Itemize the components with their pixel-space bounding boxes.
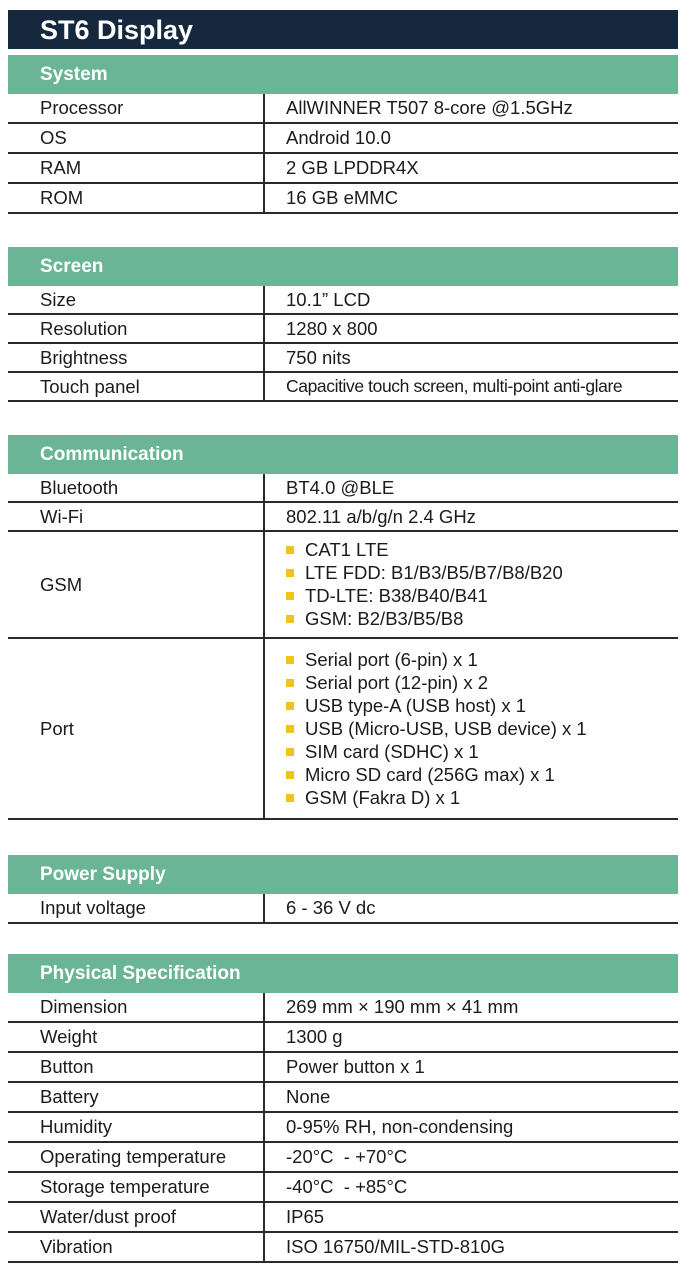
section-power-supply (8, 855, 678, 924)
list-item-text: Serial port (6-pin) x 1 (305, 648, 478, 670)
spec-row-input-voltage (8, 894, 678, 924)
spec-label: OS (8, 124, 265, 152)
spec-row-gsm (8, 532, 678, 639)
spec-label: Input voltage (8, 894, 265, 922)
spec-label: Bluetooth (8, 474, 265, 501)
spec-value: AllWINNER T507 8-core @1.5GHz (286, 97, 573, 118)
spec-label: Port (8, 639, 265, 818)
spec-row-port (8, 639, 678, 820)
list-item-text: SIM card (SDHC) x 1 (305, 740, 479, 762)
bullet-icon (286, 615, 294, 623)
spec-row-button (8, 1053, 678, 1083)
spec-label: Weight (8, 1023, 265, 1051)
spec-row-dimension (8, 993, 678, 1023)
spec-row-wifi (8, 503, 678, 532)
spec-value: BT4.0 @BLE (286, 476, 395, 498)
spec-value: -40°C - +85°C (286, 1176, 408, 1197)
spec-label: Storage temperature (8, 1173, 265, 1201)
spec-value: Android 10.0 (286, 127, 391, 148)
section-screen (8, 247, 678, 402)
spec-label: Size (8, 286, 265, 313)
spec-label: GSM (8, 532, 265, 637)
spec-label: Wi-Fi (8, 503, 265, 530)
section-heading: Communication (8, 435, 678, 474)
list-item (286, 717, 587, 740)
spec-row-bluetooth (8, 474, 678, 503)
spec-row-weight (8, 1023, 678, 1053)
list-item (286, 562, 563, 585)
list-item (286, 608, 563, 631)
spec-row-touch-panel (8, 373, 678, 402)
spec-value: 1280 x 800 (286, 317, 378, 339)
gsm-band-list (286, 539, 563, 631)
spec-label: Dimension (8, 993, 265, 1021)
list-item (286, 585, 563, 608)
bullet-icon (286, 748, 294, 756)
spec-value: 2 GB LPDDR4X (286, 157, 419, 178)
section-heading: Physical Specification (8, 954, 678, 993)
port-list (286, 648, 587, 809)
bullet-icon (286, 592, 294, 600)
spec-value: IP65 (286, 1206, 325, 1227)
spec-label: Button (8, 1053, 265, 1081)
list-item-text: CAT1 LTE (305, 539, 389, 560)
list-item (286, 539, 563, 562)
spec-label: Operating temperature (8, 1143, 265, 1171)
list-item (286, 648, 587, 671)
spec-value: None (286, 1086, 331, 1107)
list-item-text: TD-LTE: B38/B40/B41 (305, 585, 488, 606)
spec-value: -20°C - +70°C (286, 1146, 408, 1167)
spec-value: 802.11 a/b/g/n 2.4 GHz (286, 505, 476, 527)
bullet-icon (286, 794, 294, 802)
section-physical-specification (8, 954, 678, 1263)
spec-label: Touch panel (8, 373, 265, 400)
spec-label: Processor (8, 94, 265, 122)
spec-label: Water/dust proof (8, 1203, 265, 1231)
spec-value: 750 nits (286, 346, 351, 368)
spec-value: ISO 16750/MIL-STD-810G (286, 1236, 506, 1257)
bullet-icon (286, 702, 294, 710)
list-item-text: GSM: B2/B3/B5/B8 (305, 608, 464, 629)
list-item-text: GSM (Fakra D) x 1 (305, 786, 461, 808)
spec-label: Humidity (8, 1113, 265, 1141)
list-item (286, 671, 587, 694)
list-item (286, 786, 587, 809)
spec-row-processor (8, 94, 678, 124)
list-item-text: USB (Micro-USB, USB device) x 1 (305, 717, 587, 739)
spec-label: Resolution (8, 315, 265, 342)
spec-row-rom (8, 184, 678, 214)
page-title: ST6 Display (8, 10, 678, 49)
section-communication (8, 435, 678, 820)
list-item-text: Micro SD card (256G max) x 1 (305, 763, 555, 785)
bullet-icon (286, 546, 294, 554)
bullet-icon (286, 725, 294, 733)
spec-label: Battery (8, 1083, 265, 1111)
spec-label: Brightness (8, 344, 265, 371)
spec-row-operating-temperature (8, 1143, 678, 1173)
spec-value: 10.1” LCD (286, 288, 371, 310)
section-system (8, 55, 678, 214)
spec-row-battery (8, 1083, 678, 1113)
spec-row-storage-temperature (8, 1173, 678, 1203)
spec-row-os (8, 124, 678, 154)
bullet-icon (286, 679, 294, 687)
list-item (286, 694, 587, 717)
spec-row-size (8, 286, 678, 315)
spec-value: 1300 g (286, 1026, 343, 1047)
list-item (286, 763, 587, 786)
spec-row-brightness (8, 344, 678, 373)
bullet-icon (286, 569, 294, 577)
spec-value (265, 639, 678, 818)
spec-value: Power button x 1 (286, 1056, 425, 1077)
spec-label: RAM (8, 154, 265, 182)
spec-row-water-dust-proof (8, 1203, 678, 1233)
list-item-text: USB type-A (USB host) x 1 (305, 694, 527, 716)
section-heading: Power Supply (8, 855, 678, 894)
spec-row-resolution (8, 315, 678, 344)
spec-value: 269 mm × 190 mm × 41 mm (286, 996, 519, 1017)
spec-row-ram (8, 154, 678, 184)
spec-row-vibration (8, 1233, 678, 1263)
section-heading: Screen (8, 247, 678, 286)
list-item-text: Serial port (12-pin) x 2 (305, 671, 489, 693)
spec-value: 6 - 36 V dc (286, 897, 376, 918)
spec-label: ROM (8, 184, 265, 212)
spec-value: Capacitive touch screen, multi-point anti-glare (286, 376, 623, 396)
spec-value (265, 532, 678, 637)
spec-label: Vibration (8, 1233, 265, 1261)
list-item-text: LTE FDD: B1/B3/B5/B7/B8/B20 (305, 562, 563, 583)
bullet-icon (286, 656, 294, 664)
bullet-icon (286, 771, 294, 779)
section-heading: System (8, 55, 678, 94)
spec-value: 16 GB eMMC (286, 187, 399, 208)
list-item (286, 740, 587, 763)
spec-value: 0-95% RH, non-condensing (286, 1116, 514, 1137)
spec-row-humidity (8, 1113, 678, 1143)
